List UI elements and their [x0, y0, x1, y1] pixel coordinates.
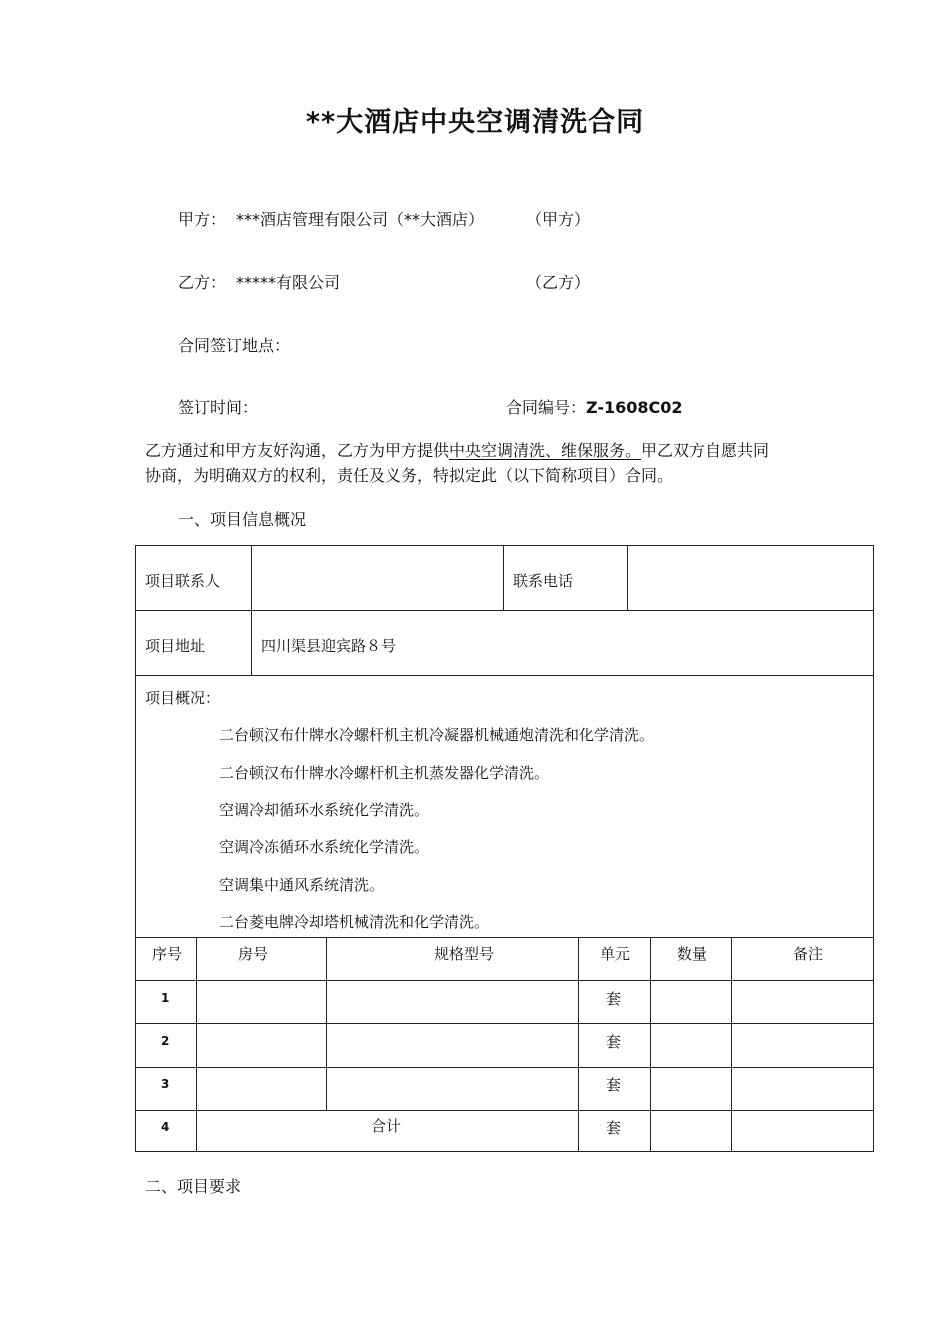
party-a-label: 甲方：: [178, 210, 227, 229]
row-unit: 套: [606, 1119, 622, 1137]
address-label: 项目地址: [145, 637, 206, 655]
header-unit: 单元: [600, 945, 631, 963]
overview-item: 二台顿汉布什牌水冷螺杆机主机蒸发器化学清洗。: [219, 764, 550, 782]
party-a-name: ***酒店管理有限公司（**大酒店）: [236, 210, 485, 229]
contract-no-label-text: 合同编号：: [506, 398, 587, 417]
sign-place-label: 合同签订地点：: [178, 336, 291, 355]
section-2-heading: 二、项目要求: [145, 1177, 242, 1196]
overview-item: 空调冷却循环水系统化学清洗。: [219, 801, 430, 819]
contract-no-value: Z-1608C02: [586, 398, 683, 417]
party-b-label: 乙方：: [178, 273, 227, 292]
contract-no-label: [506, 395, 683, 418]
overview-item: 二台顿汉布什牌水冷螺杆机主机冷凝器机械通炮清洗和化学清洗。: [219, 726, 655, 744]
party-b-tag: （乙方）: [526, 273, 591, 292]
row-unit: 套: [606, 1076, 622, 1094]
row-no: 3: [161, 1077, 170, 1091]
row-no: 2: [161, 1034, 170, 1048]
intro-line-1: [145, 438, 769, 461]
total-label: 合计: [371, 1117, 402, 1135]
phone-label: 联系电话: [513, 572, 574, 590]
intro-service: 中央空调清洗、维保服务。: [449, 441, 642, 460]
intro-line-2: 协商，为明确双方的权利，责任及义务，特拟定此（以下简称项目）合同。: [145, 466, 674, 485]
document-title: **大酒店中央空调清洗合同: [305, 107, 645, 138]
row-no: 4: [161, 1120, 170, 1134]
header-remark: 备注: [793, 945, 824, 963]
header-qty: 数量: [677, 945, 708, 963]
row-unit: 套: [606, 1033, 622, 1051]
party-a-tag: （甲方）: [526, 210, 591, 229]
sign-time-label: 签订时间：: [178, 398, 259, 417]
overview-label: 项目概况：: [145, 689, 221, 707]
header-spec: 规格型号: [434, 945, 495, 963]
party-b-name: *****有限公司: [236, 273, 341, 292]
overview-item: 空调冷冻循环水系统化学清洗。: [219, 838, 430, 856]
header-no: 序号: [152, 945, 183, 963]
intro-line1-a: 乙方通过和甲方友好沟通，乙方为甲方提供: [145, 441, 450, 460]
row-no: 1: [161, 991, 170, 1005]
intro-line1-c: 甲乙双方自愿共同: [641, 441, 770, 460]
overview-item: 二台菱电牌冷却塔机械清洗和化学清洗。: [219, 913, 490, 931]
section-1-heading: 一、项目信息概况: [178, 510, 307, 529]
contact-label: 项目联系人: [145, 572, 221, 590]
overview-item: 空调集中通风系统清洗。: [219, 876, 385, 894]
address-value: 四川渠县迎宾路８号: [261, 637, 397, 655]
header-room: 房号: [238, 945, 269, 963]
row-unit: 套: [606, 990, 622, 1008]
